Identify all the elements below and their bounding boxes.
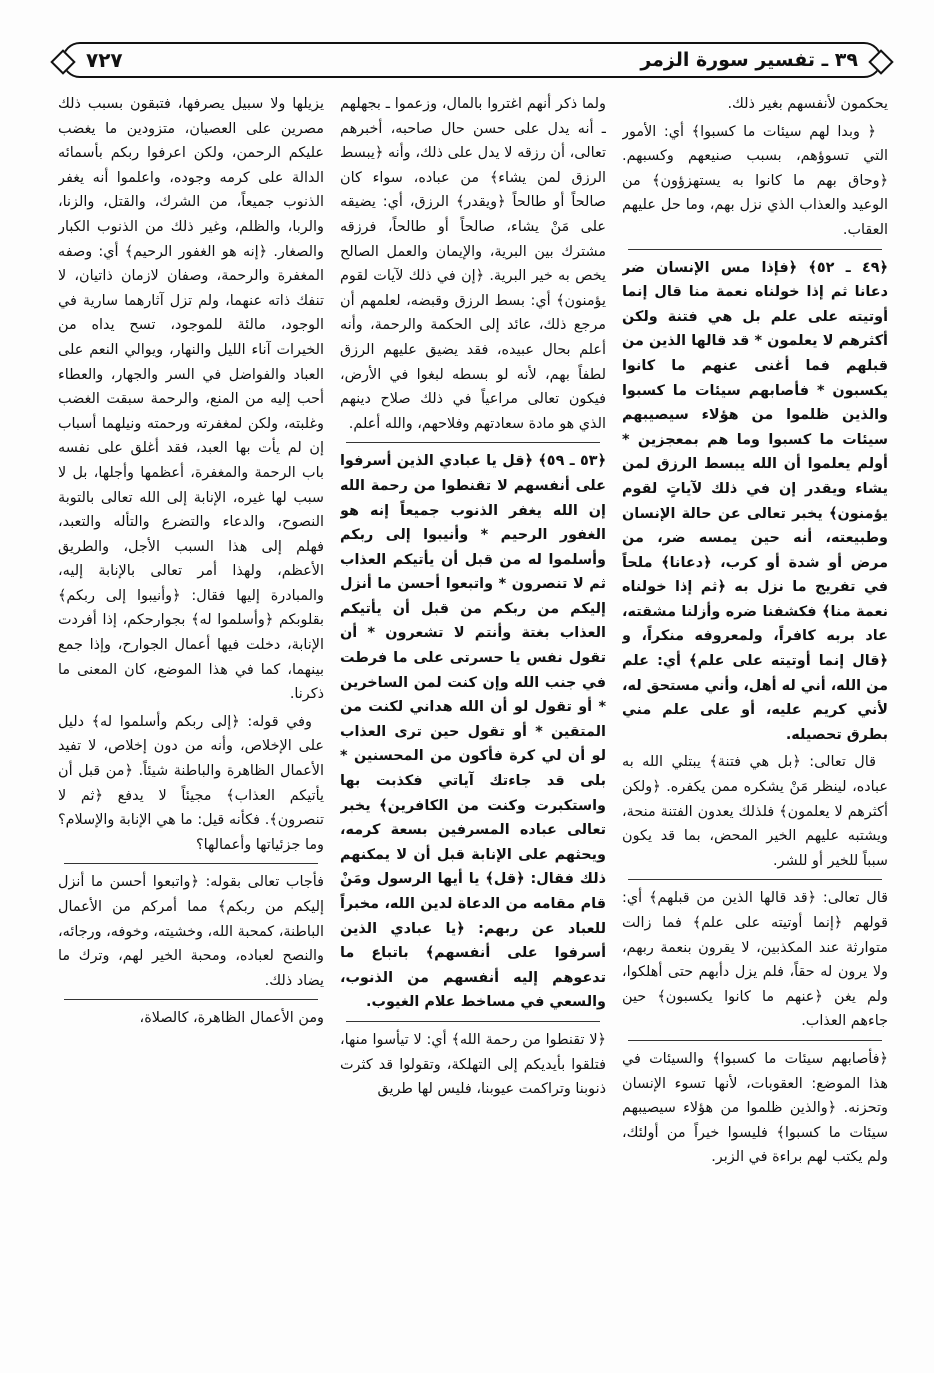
verse-section: ﴿٥٣ ـ ٥٩﴾ ﴿قل يا عبادي الذين أسرفوا على أنفسهم لا تقنطوا من رحمة الله إن الله يغفر الذنوب جميعاً إنه هو الغفور الرحيم * وأنيبوا إلى ربكم وأسلموا له من قبل أن يأتيكم العذاب ثم لا تنصرون * واتبعوا أحسن ما أنزل إليكم من ربكم من قبل أن يأتيكم العذاب بغتة وأنتم لا تشعرون * أن تقول نفس يا حسرتى على ما فرطت في جنب الله وإن كنت لمن الساخرين * أو تقول لو أن الله هداني لكنت من المتقين * أو تقول حين ترى العذاب لو أن لي كرة فأكون من المحسنين * بلى قد جاءتك آياتي فكذبت بها واستكبرت وكنت من الكافرين﴾ يخبر تعالى عباده المسرفين بسعة كرمه، ويحثهم على الإنابة قبل أن لا يمكنهم ذلك فقال: ﴿قل﴾ يا أيها الرسول ومَنْ قام مقامه من الدعاة لدين الله، مخبراً للعباد عن ربهم: ﴿يا عبادي الذين أسرفوا على أنفسهم﴾ باتباع ما تدعوهم إليه أنفسهم من الذنوب، والسعي في مساخط علام الغيوب. [340, 453, 606, 1011]
column-left [58, 92, 324, 1364]
column-middle [340, 92, 606, 1364]
paragraph: ومن الأعمال الظاهرة، كالصلاة، [139, 1010, 324, 1027]
paragraph: قال تعالى: ﴿قد قالها الذين من قبلهم﴾ أي: قولهم ﴿إنما أوتيته على علم﴾ فما زالت متوارثة عند المكذبين، لا يقرون بنعمة ربهم، ولا يرون له حقاً، فلم يزل دأبهم حتى أهلكوا، ولم يغن ﴿عنهم ما كانوا يكسبون﴾ حين جاءهم العذاب. [622, 890, 888, 1030]
divider [628, 879, 882, 880]
paragraph: يحكمون لأنفسهم بغير ذلك. [727, 96, 888, 112]
divider [64, 999, 318, 1000]
paragraph: ﴿ وبدا لهم سيئات ما كسبوا﴾ أي: الأمور التي تسوؤهم، بسبب صنيعهم وكسبهم. ﴿وحاق بهم ما كانوا به يستهزؤون﴾ من الوعيد والعذاب الذي نزل بهم، وما حل عليهم العقاب. [622, 123, 888, 238]
paragraph: يزيلها ولا سبيل يصرفها، فتبقون بسبب ذلك مصرين على العصيان، متزودين ما يغضب عليكم الرحمن، ولكن اعرفوا ربكم بأسمائه الدالة على كرمه وجوده، واعلموا أنه يغفر الذنوب جميعاً، من الشرك، والقتل، والزنا، والربا، والظلم، وغير ذلك من الذنوب الكبار والصغار. ﴿إنه هو الغفور الرحيم﴾ أي: وصفه المغفرة والرحمة، وصفان لازمان ذاتيان، لا تنفك ذاته عنهما، ولم تزل آثارهما سارية في الوجود، مالئة للموجود، تسح يداه من الخيرات آناء الليل والنهار، ويوالي النعم على العباد والفواضل في السر والجهار، والعطاء أحب إليه من المنع، والرحمة سبقت الغضب وغلبته، ولكن لمغفرته ورحمته ونيلهما أسباب إن لم يأت بها العبد، فقد أغلق على نفسه باب الرحمة والمغفرة، أعظمها وأجلها، بل لا سبب لها غيره، الإنابة إلى الله تعالى بالتوبة النصوح، والدعاء والتضرع والتأله والتعبد، فهلم إلى هذا السبب الأجل، والطريق الأعظم، ولهذا أمر تعالى بالإنابة إليه، والمبادرة إليها فقال: ﴿وأنيبوا إلى ربكم﴾ بقلوبكم ﴿وأسلموا له﴾ بجوارحكم، إذا أفردت الإنابة، دخلت فيها أعمال الجوارح، وإذا جمع بينهما، كما في هذا الموضع، كان المعنى ما ذكرنا. [58, 96, 324, 703]
divider [628, 249, 882, 250]
column-right [622, 92, 888, 1364]
paragraph: ﴿فأصابهم سيئات ما كسبوا﴾ والسيئات في هذا الموضع: العقوبات، لأنها تسوء الإنسان وتحزنه. ﴿والذين ظلموا من هؤلاء سيصيبهم سيئات ما كسبوا﴾ فليسوا خيراً من أولئك، ولم يكتب لهم براءة في الزبر. [622, 1050, 888, 1166]
text-columns [58, 92, 888, 1364]
divider [346, 442, 600, 443]
paragraph: فأجاب تعالى بقوله: ﴿واتبعوا أحسن ما أنزل إليكم من ربكم﴾ مما أمركم من الأعمال الباطنة، كمحبة الله، وخشيته، وخوفه، ورجائه، والنصح لعباده، ومحبة الخير لهم، وترك ما يضاد ذلك. [58, 874, 324, 989]
paragraph: ولما ذكر أنهم اغتروا بالمال، وزعموا ـ بجهلهم ـ أنه يدل على حسن حال صاحبه، أخبرهم تعالى، أن رزقه لا يدل على ذلك، وأنه ﴿يبسط الرزق لمن يشاء﴾ من عباده، سواء كان صالحاً أو طالحاً ﴿ويقدر﴾ الرزق، أي: يضيقه على مَنْ يشاء، صالحاً أو طالحاً، فرزقه مشترك بين البرية، والإيمان والعمل الصالح يخص به خير البرية. ﴿إن في ذلك لآيات لقوم يؤمنون﴾ أي: بسط الرزق وقبضه، لعلمهم أن مرجع ذلك، عائد إلى الحكمة والرحمة، وأنه أعلم بحال عبيده، فقد يضيق عليهم الرزق لطفاً بهم، لأنه لو بسطه لبغوا في الأرض، فيكون تعالى مراعياً في ذلك صلاح دينهم الذي هو مادة سعادتهم وفلاحهم، والله أعلم. [340, 96, 606, 432]
verse-section: ﴿٤٩ ـ ٥٢﴾ ﴿فإذا مس الإنسان ضر دعانا ثم إذا خولناه نعمة منا قال إنما أوتيته على علم بل هي فتنة ولكن أكثرهم لا يعلمون * قد قالها الذين من قبلهم فما أغنى عنهم ما كانوا يكسبون * فأصابهم سيئات ما كسبوا والذين ظلموا من هؤلاء سيصيبهم سيئات ما كسبوا وما هم بمعجزين * أولم يعلموا أن الله يبسط الرزق لمن يشاء ويقدر إن في ذلك لآياتٍ لقوم يؤمنون﴾ يخبر تعالى عن حالة الإنسان وطبيعته، أنه حين يمسه ضر، من مرض أو شدة أو كرب، ﴿دعانا﴾ ملحاً في تفريج ما نزل به ﴿ثم إذا خولناه نعمة منا﴾ فكشفنا ضره وأزلنا مشقته، عاد بربه كافراً، ولمعروفه منكراً، و ﴿قال إنما أوتيته على علم﴾ أي: علم من الله، أني له أهل، وأني مستحق له، لأني كريم عليه، أو على علم مني بطرق تحصيله. [622, 259, 888, 743]
divider [346, 1021, 600, 1022]
paragraph: ﴿لا تقنطوا من رحمة الله﴾ أي: لا تيأسوا منها، فتلقوا بأيديكم إلى التهلكة، وتقولوا قد كثرت ذنوبنا وتراكمت عيوبنا، فليس لها طريق [340, 1031, 606, 1098]
paragraph: قال تعالى: ﴿بل هي فتنة﴾ يبتلي الله به عباده، لينظر مَنْ يشكره ممن يكفره. ﴿ولكن أكثرهم لا يعلمون﴾ فلذلك يعدون الفتنة منحة، ويشتبه عليهم الخير المحض، بما قد يكون سبباً للخير أو للشر. [622, 754, 888, 869]
surah-title: ٣٩ ـ تفسير سورة الزمر [640, 49, 858, 71]
paragraph: وفي قوله: ﴿إلى ربكم وأسلموا له﴾ دليل على الإخلاص، وأنه من دون إخلاص، لا تفيد الأعمال الظاهرة والباطنة شيئاً. ﴿من قبل أن يأتيكم العذاب﴾ مجيئاً لا يدفع ﴿ثم لا تنصرون﴾. فكأنه قيل: ما هي الإنابة والإسلام؟ وما جزئياتها وأعمالها؟ [58, 713, 324, 853]
divider [64, 863, 318, 864]
page-header [62, 42, 882, 78]
divider [628, 1040, 882, 1041]
page-number: ٧٢٧ [86, 48, 123, 72]
